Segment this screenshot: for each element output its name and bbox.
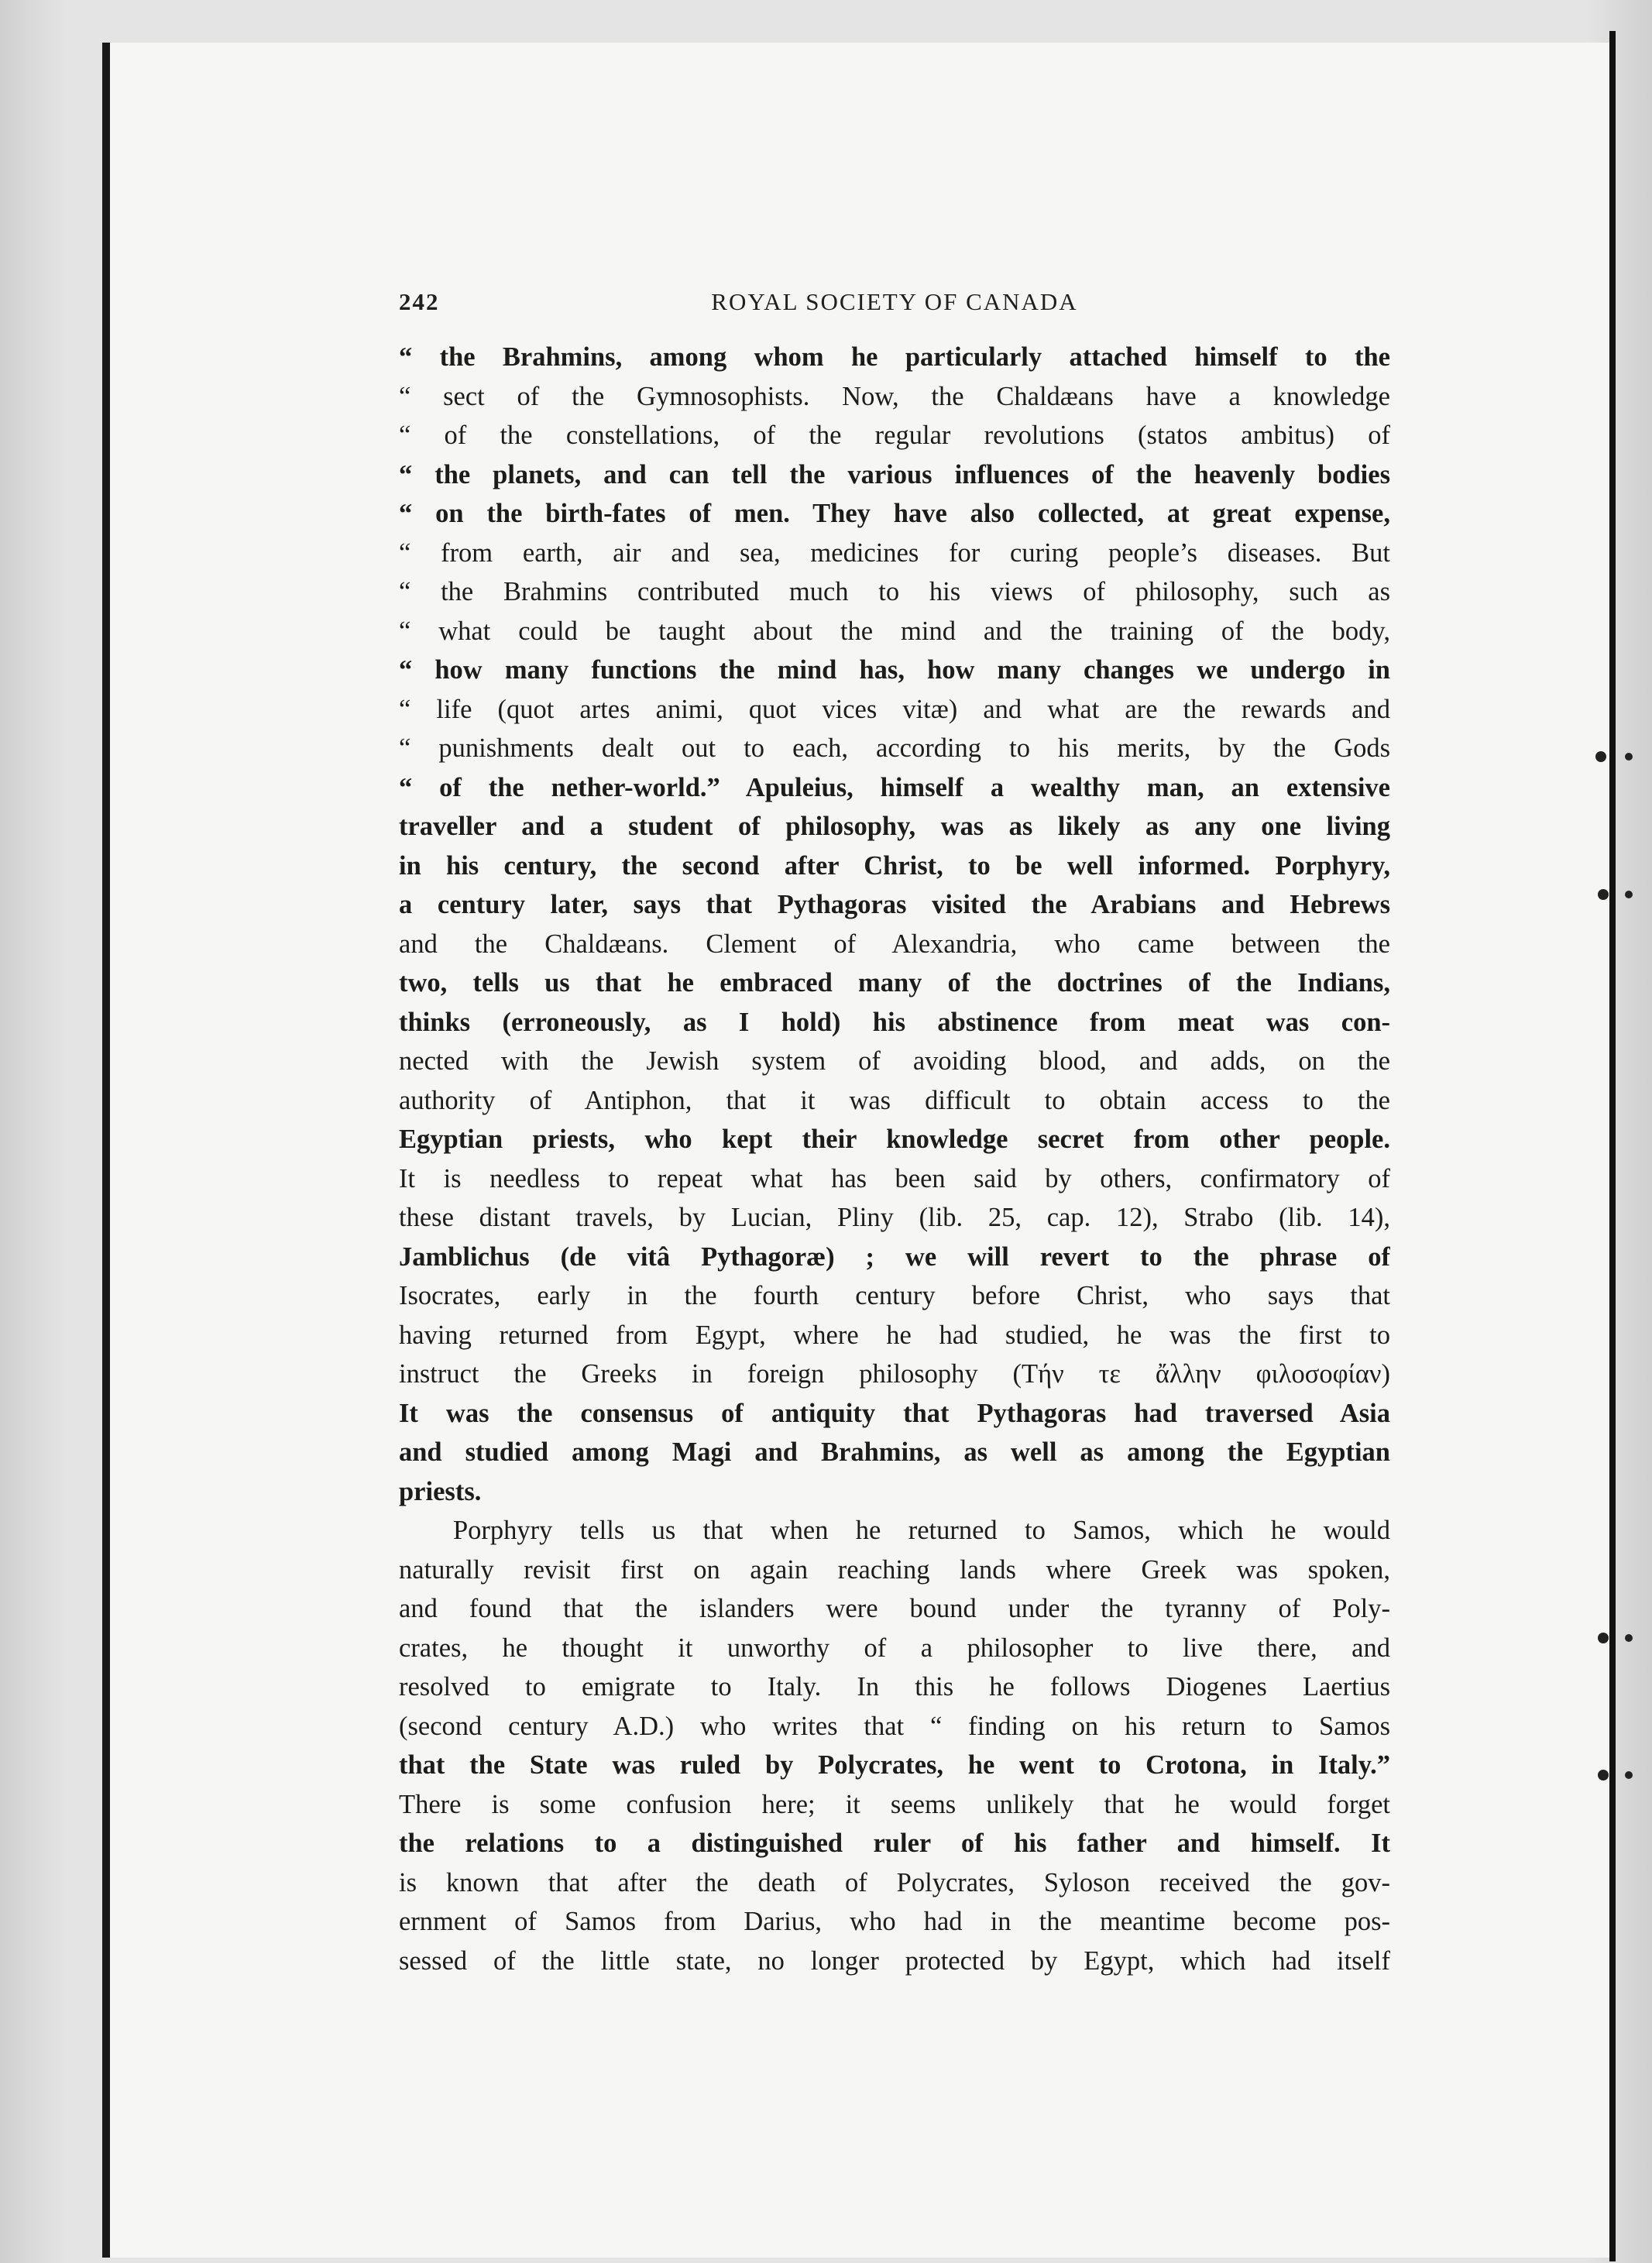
text-line: priests. xyxy=(399,1476,482,1506)
text-line: It was the consensus of antiquity that Pythagoras had traversed Asia xyxy=(399,1398,1390,1428)
text-line: instruct the Greeks in foreign philosophy (Τήν τε ἄλλην φιλοσοφίαν) xyxy=(399,1359,1390,1389)
text-line: having returned from Egypt, where he had studied, he was the first to xyxy=(399,1320,1390,1350)
text-line: “ how many functions the mind has, how many changes we undergo in xyxy=(399,655,1390,685)
text-line: Egyptian priests, who kept their knowledge secret from other people. xyxy=(399,1125,1390,1154)
text-line: ernment of Samos from Darius, who had in the meantime become pos- xyxy=(399,1907,1390,1936)
text-line: It is needless to repeat what has been said by others, confirmatory of xyxy=(399,1163,1390,1193)
text-line: “ life (quot artes animi, quot vices vitæ) and what are the rewards and xyxy=(399,694,1390,724)
text-line: authority of Antiphon, that it was difficult to obtain access to the xyxy=(399,1085,1390,1115)
text-line: nected with the Jewish system of avoiding blood, and adds, on the xyxy=(399,1046,1390,1076)
text-line: that the State was ruled by Polycrates, he went to Crotona, in Italy.” xyxy=(399,1750,1390,1780)
text-line: and studied among Magi and Brahmins, as well as among the Egyptian xyxy=(399,1437,1390,1467)
text-line: “ sect of the Gymnosophists. Now, the Chaldæans have a knowledge xyxy=(399,381,1390,411)
text-line: resolved to emigrate to Italy. In this he follows Diogenes Laertius xyxy=(399,1672,1390,1702)
page-edge xyxy=(1609,31,1616,2261)
text-line: “ of the nether-world.” Apuleius, himself a wealthy man, an extensive xyxy=(399,772,1390,802)
text-line: “ from earth, air and sea, medicines for curing people’s diseases. But xyxy=(399,537,1390,568)
text-line: these distant travels, by Lucian, Pliny (lib. 25, cap. 12), Strabo (lib. 14), xyxy=(399,1203,1390,1232)
text-line: and the Chaldæans. Clement of Alexandria, who came between the xyxy=(399,929,1390,959)
margin-mark xyxy=(1598,889,1609,900)
margin-mark xyxy=(1595,751,1606,762)
text-line: in his century, the second after Christ, to be well informed. Porphyry, xyxy=(399,850,1390,881)
text-line: Jamblichus (de vitâ Pythagoræ) ; we will revert to the phrase of xyxy=(399,1241,1390,1272)
text-line: (second century A.D.) who writes that “ finding on his return to Samos xyxy=(399,1711,1390,1741)
text-line: “ punishments dealt out to each, according to his merits, by the Gods xyxy=(399,733,1390,763)
running-head: ROYAL SOCIETY OF CANADA xyxy=(711,288,1078,315)
text-line: and found that the islanders were bound under the tyranny of Poly- xyxy=(399,1594,1390,1623)
margin-mark xyxy=(1625,891,1633,898)
text-line: two, tells us that he embraced many of the doctrines of the Indians, xyxy=(399,968,1390,998)
text-line: is known that after the death of Polycrates, Syloson received the gov- xyxy=(399,1867,1390,1897)
text-line: “ the Brahmins, among whom he particularly attached himself to the xyxy=(399,342,1390,372)
text-line: “ on the birth-fates of men. They have also collected, at great expense, xyxy=(399,499,1390,528)
margin-mark xyxy=(1625,753,1633,761)
text-line: There is some confusion here; it seems unlikely that he would forget xyxy=(399,1789,1390,1819)
text-line: the relations to a distinguished ruler of his father and himself. It xyxy=(399,1829,1390,1858)
text-line: thinks (erroneously, as I hold) his abstinence from meat was con- xyxy=(399,1007,1390,1037)
margin-mark xyxy=(1625,1771,1633,1779)
text-line: a century later, says that Pythagoras visited the Arabians and Hebrews xyxy=(399,890,1390,919)
text-line: naturally revisit first on again reaching lands where Greek was spoken, xyxy=(399,1554,1390,1585)
page-number: 242 xyxy=(399,288,440,315)
margin-mark xyxy=(1598,1770,1609,1781)
text-line: “ what could be taught about the mind and the training of the body, xyxy=(399,616,1390,646)
body-text xyxy=(399,338,1390,1980)
text-line: traveller and a student of philosophy, was as likely as any one living xyxy=(399,812,1390,841)
margin-mark xyxy=(1625,1634,1633,1642)
page-header xyxy=(399,288,1390,319)
text-line: “ the Brahmins contributed much to his views of philosophy, such as xyxy=(399,577,1390,606)
text-line: Porphyry tells us that when he returned to Samos, which he would xyxy=(453,1516,1390,1545)
text-line: crates, he thought it unworthy of a philosopher to live there, and xyxy=(399,1633,1390,1663)
text-line: Isocrates, early in the fourth century before Christ, who says that xyxy=(399,1281,1390,1310)
text-line: sessed of the little state, no longer protected by Egypt, which had itself xyxy=(399,1945,1390,1976)
text-line: “ the planets, and can tell the various influences of the heavenly bodies xyxy=(399,459,1390,489)
margin-mark xyxy=(1598,1633,1609,1643)
text-line: “ of the constellations, of the regular revolutions (statos ambitus) of xyxy=(399,421,1390,450)
